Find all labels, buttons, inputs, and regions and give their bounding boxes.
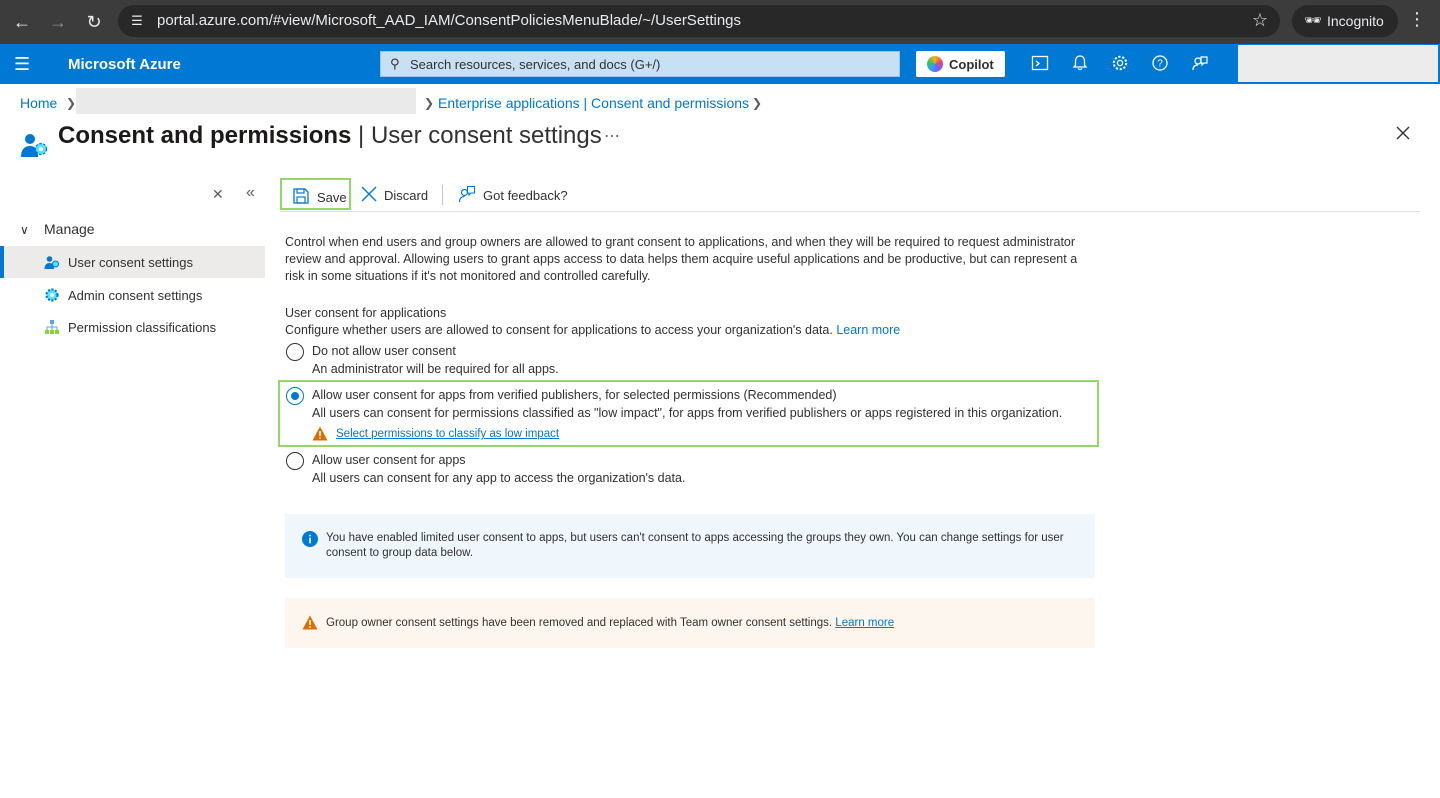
warning-icon — [302, 615, 318, 631]
chevron-right-icon: ❯ — [752, 96, 763, 110]
nav-group-label: Manage — [44, 221, 95, 237]
notifications-bell-icon[interactable] — [1070, 54, 1090, 74]
option-description: An administrator will be required for all apps. — [312, 362, 559, 376]
feedback-icon[interactable] — [1190, 54, 1210, 74]
chevron-right-icon: ❯ — [66, 96, 77, 110]
nav-item-label: User consent settings — [68, 255, 194, 270]
azure-brand[interactable]: Microsoft Azure — [68, 56, 181, 73]
page-title-sub: User consent settings — [370, 122, 602, 149]
help-icon[interactable] — [1150, 54, 1170, 74]
account-area[interactable] — [1238, 45, 1438, 82]
option-description: All users can consent for permissions classified as "low impact", for apps from verified publishers or apps registered in this organization. — [312, 406, 1063, 420]
forward-icon[interactable]: → — [49, 12, 67, 32]
azure-header — [0, 44, 1440, 84]
page-title-separator: | — [351, 122, 371, 149]
warning-icon — [312, 426, 328, 441]
radio-do-not-allow[interactable] — [286, 343, 304, 361]
discard-button[interactable] — [358, 178, 438, 210]
radio-verified-publishers[interactable] — [286, 387, 304, 405]
nav-item-label: Permission classifications — [68, 320, 217, 335]
page-title — [58, 122, 602, 150]
url-text[interactable]: portal.azure.com/#view/Microsoft_AAD_IAM/ConsentPoliciesMenuBlade/~/UserSettings — [157, 12, 742, 29]
hierarchy-icon — [44, 319, 60, 335]
feedback-person-icon — [458, 185, 476, 203]
section-title: User consent for applications — [285, 306, 447, 320]
browser-toolbar — [0, 0, 1440, 44]
feedback-label: Got feedback? — [483, 188, 568, 203]
gear-icon — [44, 287, 60, 303]
more-actions-icon[interactable]: ⋯ — [604, 128, 620, 145]
nav-item-admin-consent-settings[interactable] — [0, 279, 265, 311]
nav-item-label: Admin consent settings — [68, 288, 203, 303]
incognito-label: Incognito — [1327, 13, 1384, 29]
consent-users-gear-icon — [20, 130, 50, 160]
browser-menu-icon[interactable]: ⋮ — [1408, 9, 1426, 29]
breadcrumb-home[interactable]: Home — [20, 95, 58, 111]
info-banner-text: You have enabled limited user consent to apps, but users can't consent to apps accessing the groups they own. You can change settings for user consent to group data below. — [326, 532, 1064, 559]
option-verified-publishers[interactable] — [285, 386, 1095, 444]
reload-icon[interactable]: ↻ — [86, 12, 102, 32]
address-bar[interactable] — [118, 5, 1280, 37]
command-bar — [280, 178, 1420, 212]
breadcrumb-redacted[interactable] — [76, 88, 416, 114]
intro-text: Control when end users and group owners are allowed to grant consent to applications, and when they will be required to request administrator review and approval. Allowing users to grant apps access to data helps them acquire useful applications and be productive, but can represent a risk in some situations if it's not monitored and controlled carefully. — [285, 235, 1078, 283]
warning-banner-message: Group owner consent settings have been removed and replaced with Team owner consent settings. — [326, 617, 833, 629]
search-placeholder: Search resources, services, and docs (G+/) — [410, 57, 661, 72]
discard-x-icon — [360, 185, 378, 203]
chevron-down-icon: ∨ — [20, 223, 29, 237]
svg-text:?: ? — [1157, 58, 1163, 70]
chevron-right-icon: ❯ — [424, 96, 435, 110]
select-permissions-link[interactable]: Select permissions to classify as low impact — [336, 428, 560, 440]
global-search-input[interactable] — [380, 51, 900, 77]
incognito-badge[interactable] — [1292, 5, 1398, 37]
option-label: Do not allow user consent — [312, 344, 456, 358]
nav-group-manage[interactable] — [20, 221, 95, 237]
nav-item-permission-classifications[interactable] — [0, 311, 265, 343]
cloud-shell-icon[interactable] — [1030, 54, 1050, 74]
back-icon[interactable]: ← — [13, 12, 31, 32]
settings-gear-icon[interactable] — [1110, 54, 1130, 74]
copilot-button[interactable] — [916, 51, 1005, 77]
site-settings-icon[interactable]: ☰ — [131, 13, 143, 28]
nav-item-user-consent-settings[interactable] — [0, 246, 265, 278]
search-icon: ⚲ — [390, 56, 400, 71]
close-blade-icon[interactable] — [1395, 124, 1411, 147]
save-label: Save — [317, 190, 347, 205]
option-description: All users can consent for any app to access the organization's data. — [312, 471, 686, 485]
option-label: Allow user consent for apps — [312, 453, 466, 467]
save-floppy-icon — [292, 187, 310, 205]
warning-learn-more-link[interactable]: Learn more — [835, 617, 895, 629]
portal-menu-icon[interactable]: ☰ — [14, 54, 31, 74]
save-button[interactable] — [280, 178, 351, 210]
option-label: Allow user consent for apps from verified publishers, for selected permissions (Recommended) — [312, 388, 837, 402]
section-description-text: Configure whether users are allowed to consent for applications to access your organization's data. — [285, 323, 833, 337]
info-banner — [285, 514, 1095, 578]
info-icon — [302, 531, 318, 547]
section-description — [285, 323, 900, 337]
copilot-icon — [927, 56, 943, 72]
radio-allow-all-apps[interactable] — [286, 452, 304, 470]
copilot-label: Copilot — [949, 57, 994, 72]
clear-icon[interactable]: ✕ — [212, 186, 224, 202]
option-do-not-allow[interactable] — [285, 342, 1095, 378]
breadcrumb-enterprise-apps[interactable]: Enterprise applications | Consent and permissions — [438, 95, 750, 111]
warning-banner — [285, 598, 1095, 648]
select-permissions-link-wrapper — [336, 428, 559, 440]
collapse-menu-icon[interactable]: « — [246, 184, 255, 201]
learn-more-link[interactable]: Learn more — [836, 323, 901, 337]
got-feedback-button[interactable] — [456, 178, 576, 210]
option-allow-all-apps[interactable] — [285, 451, 1095, 487]
toolbar-divider — [442, 185, 443, 205]
discard-label: Discard — [384, 188, 429, 203]
bookmark-star-icon[interactable]: ☆ — [1251, 10, 1268, 30]
warning-banner-text — [326, 616, 1086, 631]
page-title-main: Consent and permissions — [58, 122, 352, 149]
users-gear-icon — [44, 254, 60, 270]
incognito-icon: 🕶 — [1304, 12, 1322, 28]
